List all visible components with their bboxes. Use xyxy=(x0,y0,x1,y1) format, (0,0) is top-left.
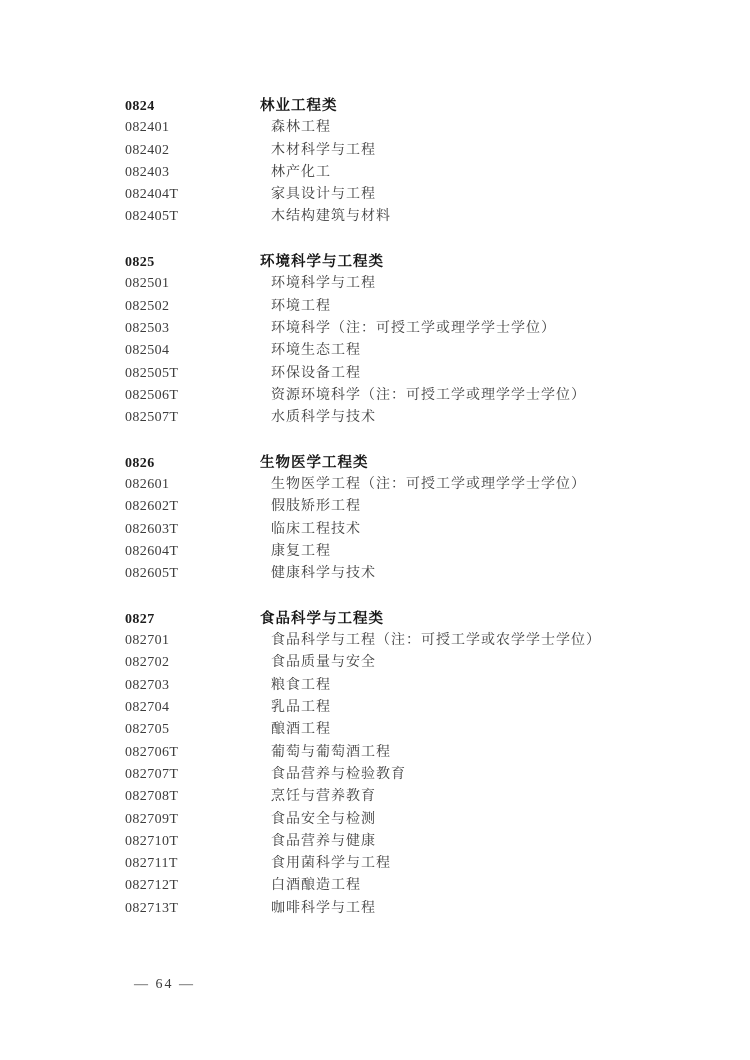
major-code: 082404T xyxy=(125,187,179,203)
major-code: 082707T xyxy=(125,766,179,782)
major-name: 森林工程 xyxy=(271,120,331,136)
major-row xyxy=(125,406,715,428)
major-row xyxy=(125,763,715,785)
major-name: 健康科学与技术 xyxy=(271,566,376,582)
major-row xyxy=(125,674,715,696)
major-row xyxy=(125,473,715,495)
major-row xyxy=(125,808,715,830)
major-name: 食品安全与检测 xyxy=(271,811,376,827)
major-category-section xyxy=(125,451,715,585)
category-header-row xyxy=(125,607,715,629)
major-row xyxy=(125,718,715,740)
major-name: 食品营养与检验教育 xyxy=(271,766,406,782)
major-name: 环境生态工程 xyxy=(271,343,361,359)
major-category-section xyxy=(125,250,715,428)
major-category-section xyxy=(125,607,715,919)
major-name: 食品质量与安全 xyxy=(271,655,376,671)
major-code: 082507T xyxy=(125,410,179,426)
category-header-row xyxy=(125,451,715,473)
major-row xyxy=(125,272,715,294)
category-code: 0827 xyxy=(125,611,155,627)
major-code: 082701 xyxy=(125,633,170,649)
major-code: 082402 xyxy=(125,142,170,158)
page-number: — 64 — xyxy=(134,977,195,992)
major-code: 082702 xyxy=(125,655,170,671)
major-row xyxy=(125,651,715,673)
major-name: 葡萄与葡萄酒工程 xyxy=(271,744,391,760)
major-name: 环保设备工程 xyxy=(271,365,361,381)
major-name: 环境科学与工程 xyxy=(271,276,376,292)
major-row xyxy=(125,629,715,651)
major-code: 082708T xyxy=(125,789,179,805)
category-title: 环境科学与工程类 xyxy=(260,254,384,271)
category-code: 0824 xyxy=(125,99,155,114)
major-row xyxy=(125,161,715,183)
major-name: 食用菌科学与工程 xyxy=(271,856,391,872)
major-code: 082712T xyxy=(125,878,179,894)
category-title: 林业工程类 xyxy=(260,98,338,114)
major-name: 假肢矫形工程 xyxy=(271,499,361,515)
major-code: 082713T xyxy=(125,900,179,916)
major-name: 资源环境科学（注：可授工学或理学学士学位） xyxy=(271,387,586,403)
major-name: 水质科学与技术 xyxy=(271,410,376,426)
major-name: 林产化工 xyxy=(271,164,331,180)
major-row xyxy=(125,540,715,562)
major-code: 082711T xyxy=(125,856,178,872)
major-code: 082401 xyxy=(125,120,170,136)
major-name: 木材科学与工程 xyxy=(271,142,376,158)
major-row xyxy=(125,295,715,317)
category-header-row xyxy=(125,94,715,116)
major-row xyxy=(125,830,715,852)
category-title: 生物医学工程类 xyxy=(260,454,369,471)
major-name: 生物医学工程（注：可授工学或理学学士学位） xyxy=(271,477,586,493)
major-category-section xyxy=(125,94,715,228)
major-name: 咖啡科学与工程 xyxy=(271,900,376,916)
major-code: 082603T xyxy=(125,521,179,537)
major-name: 食品科学与工程（注：可授工学或农学学士学位） xyxy=(271,633,601,649)
major-code: 082710T xyxy=(125,833,179,849)
major-code: 082403 xyxy=(125,164,170,180)
major-code: 082709T xyxy=(125,811,179,827)
major-code: 082504 xyxy=(125,343,170,359)
major-name: 粮食工程 xyxy=(271,677,331,693)
major-row xyxy=(125,183,715,205)
major-row xyxy=(125,384,715,406)
major-code: 082602T xyxy=(125,499,179,515)
major-code: 082604T xyxy=(125,543,179,559)
major-code: 082704 xyxy=(125,700,170,716)
major-code: 082405T xyxy=(125,209,179,225)
major-name: 家具设计与工程 xyxy=(271,187,376,203)
category-code: 0825 xyxy=(125,255,155,271)
major-row xyxy=(125,874,715,896)
major-name: 烹饪与营养教育 xyxy=(271,789,376,805)
major-row xyxy=(125,362,715,384)
major-row xyxy=(125,562,715,584)
major-name: 白酒酿造工程 xyxy=(271,878,361,894)
major-code: 082505T xyxy=(125,365,179,381)
category-header-row xyxy=(125,250,715,272)
major-code: 082506T xyxy=(125,387,179,403)
major-name: 环境工程 xyxy=(271,298,331,314)
major-name: 酿酒工程 xyxy=(271,722,331,738)
major-code: 082705 xyxy=(125,722,170,738)
major-row xyxy=(125,696,715,718)
major-row xyxy=(125,116,715,138)
major-code: 082503 xyxy=(125,320,170,336)
major-code: 082601 xyxy=(125,477,170,493)
major-name: 食品营养与健康 xyxy=(271,833,376,849)
major-row xyxy=(125,897,715,919)
major-name: 乳品工程 xyxy=(271,700,331,716)
major-code: 082502 xyxy=(125,298,170,314)
major-name: 临床工程技术 xyxy=(271,521,361,537)
major-row xyxy=(125,785,715,807)
major-row xyxy=(125,741,715,763)
major-name: 环境科学（注：可授工学或理学学士学位） xyxy=(271,320,556,336)
major-code: 082501 xyxy=(125,276,170,292)
major-name: 木结构建筑与材料 xyxy=(271,209,391,225)
major-row xyxy=(125,495,715,517)
major-row xyxy=(125,317,715,339)
category-title: 食品科学与工程类 xyxy=(260,610,384,627)
major-row xyxy=(125,205,715,227)
major-code: 082706T xyxy=(125,744,179,760)
major-row xyxy=(125,339,715,361)
major-code: 082605T xyxy=(125,566,179,582)
major-name: 康复工程 xyxy=(271,543,331,559)
category-code: 0826 xyxy=(125,455,155,471)
major-row xyxy=(125,852,715,874)
major-code: 082703 xyxy=(125,677,170,693)
major-row xyxy=(125,139,715,161)
major-catalog-list xyxy=(125,94,715,941)
major-row xyxy=(125,518,715,540)
